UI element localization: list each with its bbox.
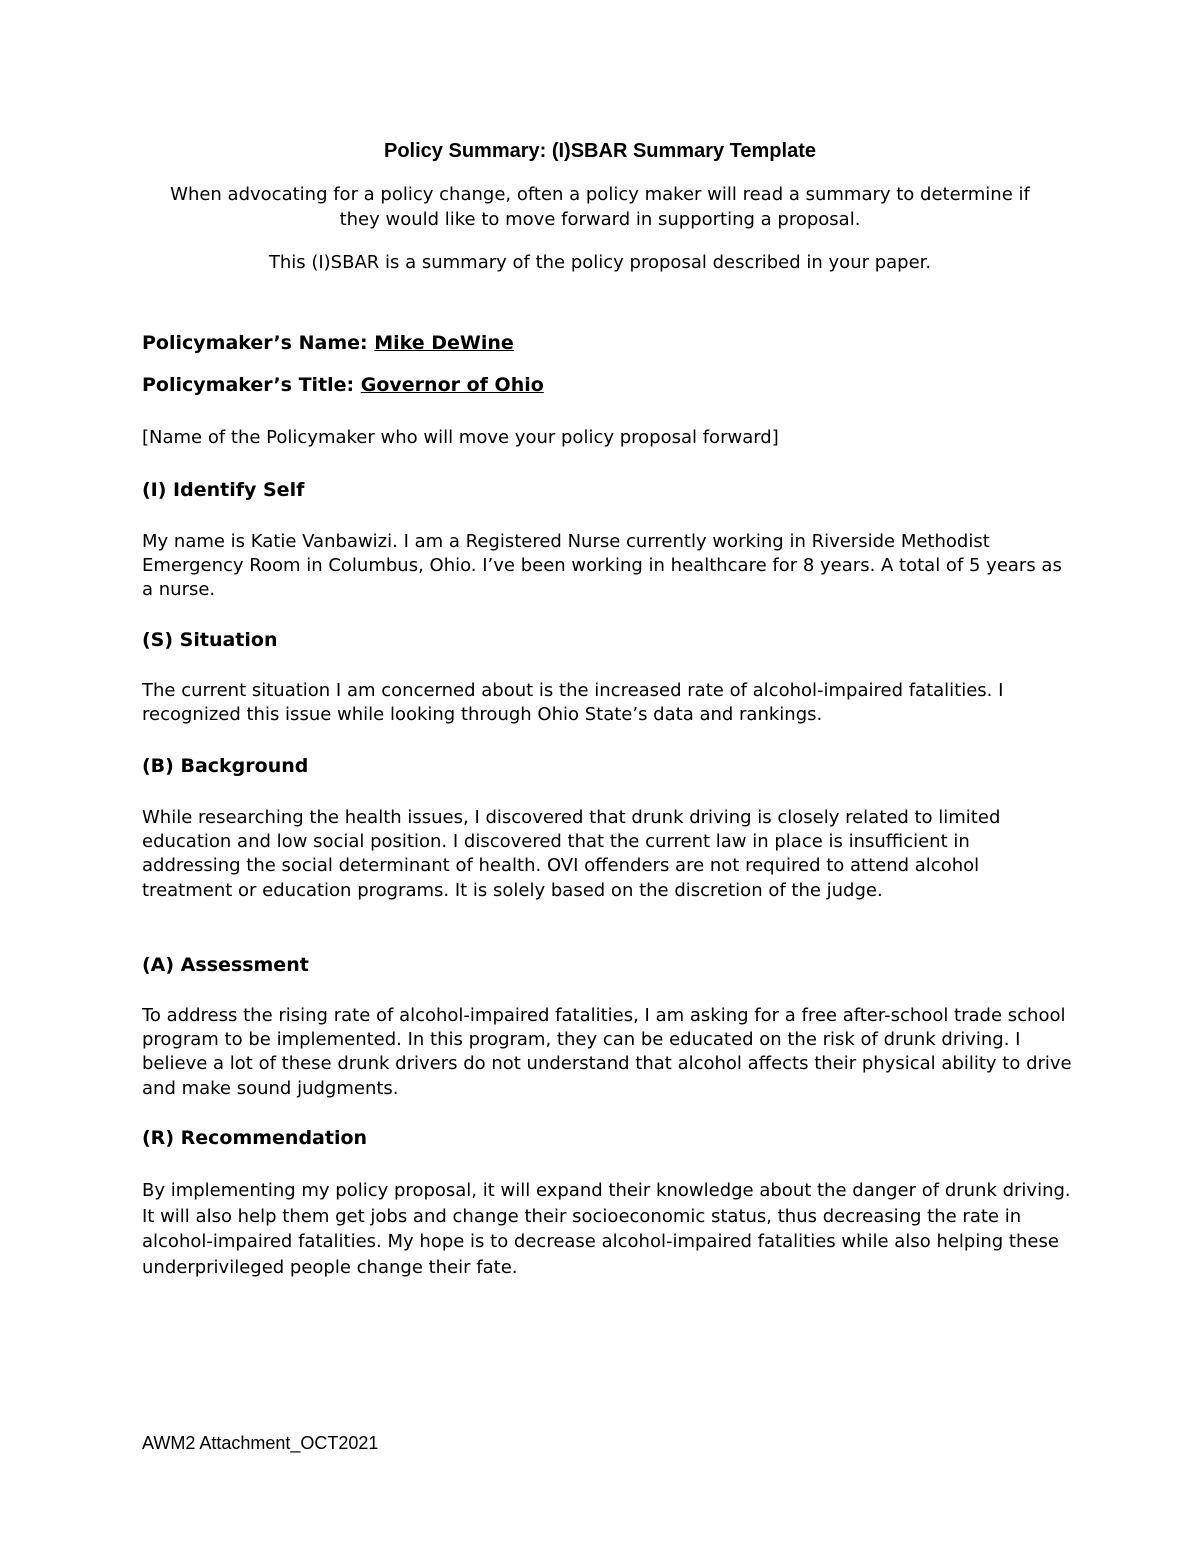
section-heading-identify: (I) Identify Self bbox=[142, 479, 305, 501]
policymaker-name-line bbox=[142, 332, 514, 354]
policymaker-name-label: Policymaker’s Name: bbox=[142, 332, 375, 354]
section-heading-background: (B) Background bbox=[142, 755, 309, 777]
policymaker-title-value: Governor of Ohio bbox=[360, 374, 544, 396]
page-footer: AWM2 Attachment_OCT2021 bbox=[142, 1433, 379, 1453]
intro-note: This (I)SBAR is a summary of the policy proposal described in your paper. bbox=[268, 252, 932, 273]
policymaker-name-value: Mike DeWine bbox=[374, 332, 514, 354]
section-heading-assessment: (A) Assessment bbox=[142, 954, 309, 976]
policymaker-note: [Name of the Policymaker who will move your policy proposal forward] bbox=[142, 427, 779, 448]
section-body-background: While researching the health issues, I discovered that drunk driving is closely related to limited education and low social position. I discovered that the current law in place is insufficient in addressing the social determinant of health. OVI offenders are not required to attend alcohol treatment or education programs. It is solely based on the discretion of the judge. bbox=[142, 807, 1001, 901]
section-body-identify: My name is Katie Vanbawizi. I am a Registered Nurse currently working in Riverside Methodist Emergency Room in Columbus, Ohio. I’ve been working in healthcare for 8 years. A total of 5 years as a nurse. bbox=[142, 531, 1062, 601]
section-heading-recommendation: (R) Recommendation bbox=[142, 1127, 368, 1149]
section-body-recommendation: By implementing my policy proposal, it will expand their knowledge about the danger of drunk driving. It will also help them get jobs and change their socioeconomic status, thus decreasing the rate in alcohol-impaired fatalities. My hope is to decrease alcohol-impaired fatalities while also helping these underprivileged people change their fate. bbox=[142, 1180, 1071, 1278]
intro-paragraph: When advocating for a policy change, often a policy maker will read a summary to determine if they would like to move forward in supporting a proposal. bbox=[170, 184, 1030, 230]
section-body-assessment: To address the rising rate of alcohol-impaired fatalities, I am asking for a free after-school trade school program to be implemented. In this program, they can be educated on the risk of drunk driving. I believe a lot of these drunk drivers do not understand that alcohol affects their physical ability to drive and make sound judgments. bbox=[142, 1005, 1072, 1099]
policymaker-title-line bbox=[142, 374, 544, 396]
policymaker-title-label: Policymaker’s Title: bbox=[142, 374, 361, 396]
section-body-situation: The current situation I am concerned about is the increased rate of alcohol-impaired fatalities. I recognized this issue while looking through Ohio State’s data and rankings. bbox=[142, 680, 1004, 726]
document-title: Policy Summary: (I)SBAR Summary Template bbox=[384, 140, 816, 162]
section-heading-situation: (S) Situation bbox=[142, 629, 278, 651]
